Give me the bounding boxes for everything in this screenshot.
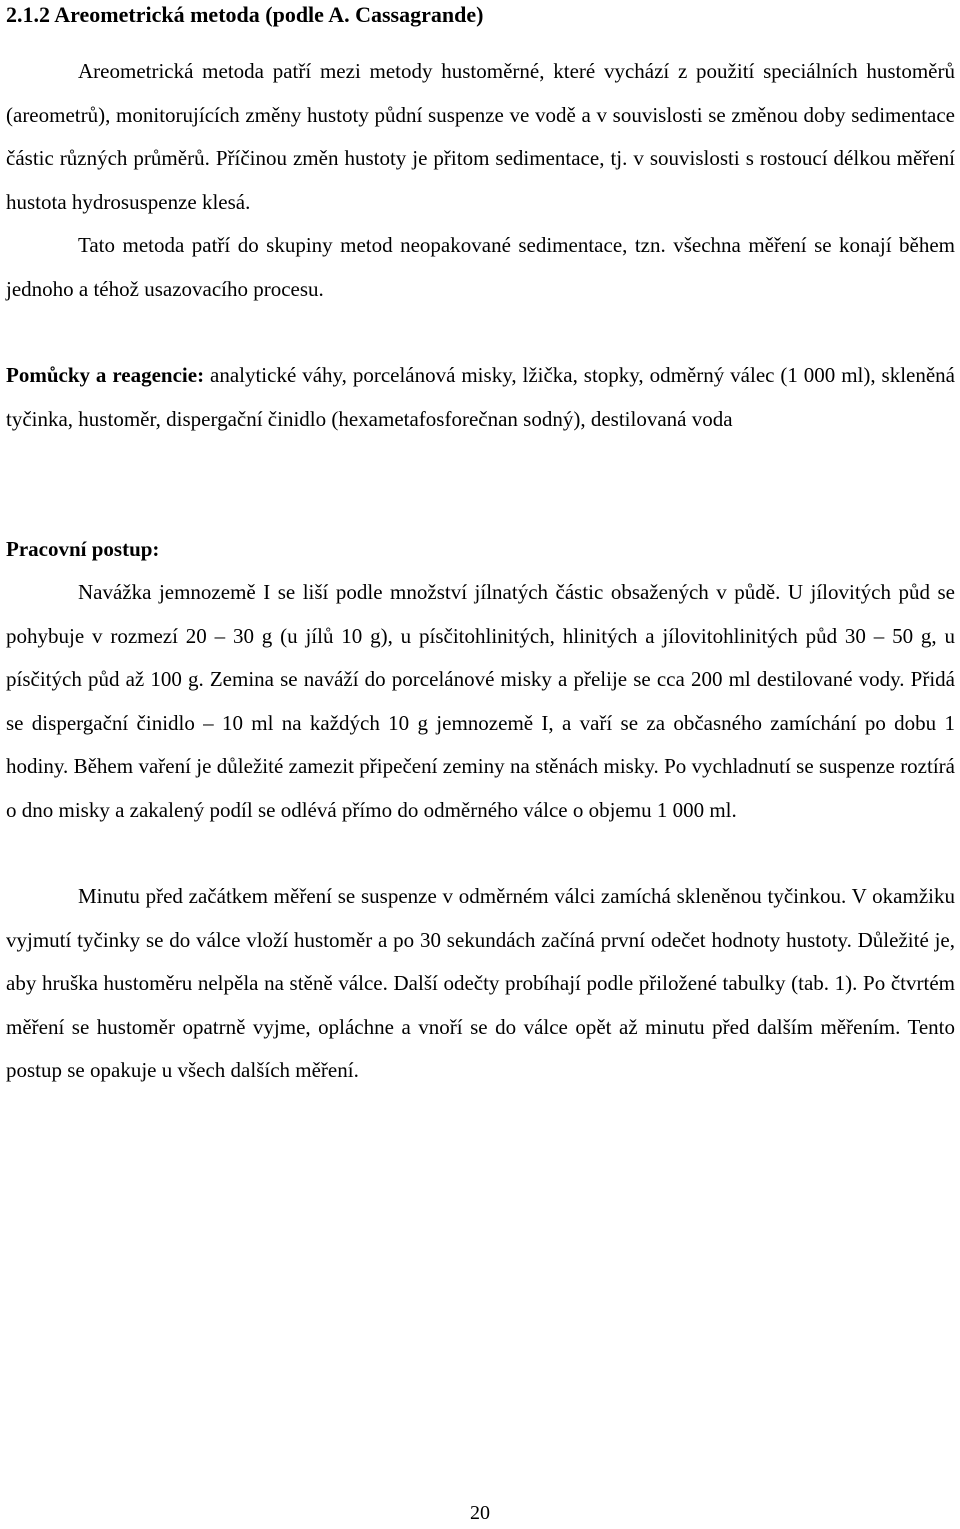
aids-text: analytické váhy, porcelánová misky, lžička, stopky, odměrný válec (1 000 ml), skleněná tyčinka, hustoměr, dispergační činidlo (hexametafosforečnan sodný), destilovaná voda [6, 363, 955, 431]
method-group-paragraph: Tato metoda patří do skupiny metod neopakované sedimentace, tzn. všechna měření se konají během jednoho a téhož usazovacího procesu. [6, 233, 955, 301]
section-heading: 2.1.2 Areometrická metoda (podle A. Cassagrande) [6, 2, 484, 27]
aids-label: Pomůcky a reagencie: [6, 363, 205, 387]
page-number: 20 [470, 1502, 490, 1524]
procedure-label [6, 528, 955, 572]
procedure-label-text: Pracovní postup: [6, 537, 160, 561]
aids-paragraph [6, 354, 955, 441]
procedure-paragraph-2: Minutu před začátkem měření se suspenze v odměrném válci zamíchá skleněnou tyčinkou. V okamžiku vyjmutí tyčinky se do válce vloží hustoměr a po 30 sekundách začíná první odečet hodnoty hustoty. Důležité je, aby hruška hustoměru nelpěla na stěně válce. Další odečty probíhají podle přiložené tabulky (tab. 1). Po čtvrtém měření se hustoměr opatrně vyjme, opláchne a vnoří se do válce opět až minutu před dalším měřením. Tento postup se opakuje u všech dalších měření. [6, 884, 955, 1082]
procedure-paragraph-1: Navážka jemnozemě I se liší podle množství jílnatých částic obsažených v půdě. U jílovitých půd se pohybuje v rozmezí 20 – 30 g (u jílů 10 g), u písčitohlinitých, hlinitých a jílovitohlinitých půd 30 – 50 g, u písčitých půd až 100 g. Zemina se naváží do porcelánové misky a přelije se cca 200 ml destilované vody. Přidá se dispergační činidlo – 10 ml na každých 10 g jemnozemě I, a vaří se za občasného zamíchání po dobu 1 hodiny. Během vaření je důležité zamezit připečení zeminy na stěnách misky. Po vychladnutí se suspenze roztírá o dno misky a zakalený podíl se odlévá přímo do odměrného válce o objemu 1 000 ml. [6, 580, 955, 822]
intro-paragraph: Areometrická metoda patří mezi metody hustoměrné, které vychází z použití speciálních hustoměrů (areometrů), monitorujících změny hustoty půdní suspenze ve vodě a v souvislosti se změnou doby sedimentace částic různých průměrů. Příčinou změn hustoty je přitom sedimentace, tj. v souvislosti s rostoucí délkou měření hustota hydrosuspenze klesá. [6, 59, 955, 214]
